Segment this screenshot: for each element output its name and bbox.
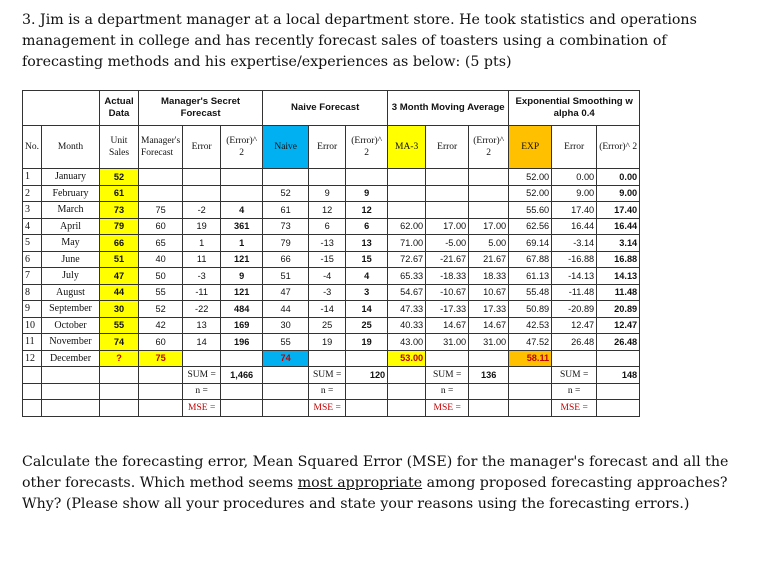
cell-ma3: 47.33 [388,301,426,318]
cell-exp: 55.48 [509,284,552,301]
cell-no: 5 [23,235,42,252]
cell-naive-error: -14 [309,301,346,318]
cell-ma3: 40.33 [388,317,426,334]
cell-naive-error: -15 [309,251,346,268]
cell-manager-forecast: 75 [139,350,183,367]
cell-month: October [42,317,100,334]
cell-naive-error: 19 [309,334,346,351]
cell-naive-error [309,169,346,186]
cell-month: February [42,185,100,202]
actual-data-header: Actual Data [100,91,139,126]
cell-ma3-error: -10.67 [426,284,469,301]
cell-ma3-error: 31.00 [426,334,469,351]
cell-no: 3 [23,202,42,219]
cell-no: 6 [23,251,42,268]
manager-forecast-header: Manager's Secret Forecast [139,91,263,126]
ma3-sum-value: 136 [469,367,509,384]
cell-naive-error-sq: 15 [346,251,388,268]
col-ma3-error: Error [426,126,469,169]
cell-ma3 [388,202,426,219]
cell-ma3-error-sq: 5.00 [469,235,509,252]
cell-naive-error-sq: 19 [346,334,388,351]
cell-unit-sales: 74 [100,334,139,351]
cell-ma3-error-sq: 10.67 [469,284,509,301]
cell-exp-error: 0.00 [552,169,597,186]
cell-naive: 61 [263,202,309,219]
cell-no: 1 [23,169,42,186]
cell-ma3-error: 14.67 [426,317,469,334]
cell-exp-error-sq: 26.48 [597,334,640,351]
table-row [23,202,640,219]
cell-manager-error: -2 [183,202,221,219]
question-text [22,452,752,515]
cell-exp: 52.00 [509,169,552,186]
cell-naive-error-sq: 6 [346,218,388,235]
cell-naive-error-sq: 3 [346,284,388,301]
cell-month: July [42,268,100,285]
cell-naive: 79 [263,235,309,252]
table-row [23,268,640,285]
col-exp-error-sq: (Error)^ 2 [597,126,640,169]
cell-exp-error: 26.48 [552,334,597,351]
ma3-n-label: n = [426,383,469,400]
cell-exp-error: -16.88 [552,251,597,268]
cell-manager-error: 13 [183,317,221,334]
cell-naive: 73 [263,218,309,235]
cell-unit-sales: 47 [100,268,139,285]
cell-exp-error-sq: 12.47 [597,317,640,334]
cell-manager-forecast: 65 [139,235,183,252]
cell-manager-error-sq: 121 [221,251,263,268]
cell-month: June [42,251,100,268]
cell-naive-error [309,350,346,367]
col-naive-error-sq: (Error)^ 2 [346,126,388,169]
cell-manager-forecast: 52 [139,301,183,318]
forecast-table [22,90,640,417]
col-manager-error-sq: (Error)^ 2 [221,126,263,169]
cell-naive [263,169,309,186]
cell-exp-error: -20.89 [552,301,597,318]
cell-exp-error: 9.00 [552,185,597,202]
sum-row [23,367,640,384]
col-month: Month [42,126,100,169]
question-part1: Calculate the forecasting error, Mean Squared Error (MSE) for the manager's forecast and all the other forecasts. Which method seems [22,454,729,491]
table-row [23,284,640,301]
cell-exp-error [552,350,597,367]
cell-manager-error-sq: 196 [221,334,263,351]
ma3-mse-label: MSE = [426,400,469,417]
cell-manager-forecast: 75 [139,202,183,219]
cell-manager-forecast [139,185,183,202]
cell-ma3-error: 17.00 [426,218,469,235]
table-row [23,350,640,367]
cell-manager-error: -3 [183,268,221,285]
cell-ma3-error-sq: 21.67 [469,251,509,268]
cell-manager-error: 11 [183,251,221,268]
cell-naive-error-sq [346,350,388,367]
question-underlined: most appropriate [297,475,423,491]
cell-exp: 55.60 [509,202,552,219]
table-row [23,218,640,235]
cell-manager-forecast: 50 [139,268,183,285]
exp-smoothing-header: Exponential Smoothing w alpha 0.4 [509,91,640,126]
cell-ma3-error-sq [469,350,509,367]
cell-manager-error-sq: 169 [221,317,263,334]
cell-ma3: 62.00 [388,218,426,235]
cell-ma3: 71.00 [388,235,426,252]
cell-naive-error: -3 [309,284,346,301]
cell-ma3: 65.33 [388,268,426,285]
cell-manager-error: -22 [183,301,221,318]
cell-exp: 61.13 [509,268,552,285]
problem-intro: 3. Jim is a department manager at a local department store. He took statistics and operations management in college and has recently forecast sales of toasters using a combination of forecasting methods and his expertise/experiences as below: (5 pts) [22,12,697,70]
cell-manager-error-sq [221,350,263,367]
cell-naive-error-sq: 13 [346,235,388,252]
col-naive-error: Error [309,126,346,169]
cell-month: April [42,218,100,235]
cell-no: 2 [23,185,42,202]
cell-unit-sales: 73 [100,202,139,219]
cell-no: 12 [23,350,42,367]
cell-exp: 50.89 [509,301,552,318]
table-row [23,301,640,318]
cell-exp: 62.56 [509,218,552,235]
col-ma3: MA-3 [388,126,426,169]
blank-header [23,91,100,126]
cell-naive: 44 [263,301,309,318]
ma3-sum-label: SUM = [426,367,469,384]
exp-sum-value: 148 [597,367,640,384]
cell-manager-error-sq: 4 [221,202,263,219]
cell-exp-error: -3.14 [552,235,597,252]
cell-ma3-error [426,350,469,367]
cell-exp: 69.14 [509,235,552,252]
cell-manager-error [183,185,221,202]
cell-exp: 67.88 [509,251,552,268]
cell-exp-error: 16.44 [552,218,597,235]
cell-ma3-error-sq [469,185,509,202]
cell-ma3: 54.67 [388,284,426,301]
table-row [23,251,640,268]
cell-manager-error-sq: 361 [221,218,263,235]
mse-row [23,400,640,417]
manager-mse-label: MSE = [183,400,221,417]
cell-manager-error [183,169,221,186]
cell-manager-error-sq [221,185,263,202]
cell-manager-error-sq: 121 [221,284,263,301]
cell-ma3-error-sq [469,169,509,186]
cell-ma3 [388,169,426,186]
cell-manager-error-sq: 484 [221,301,263,318]
cell-manager-forecast: 60 [139,334,183,351]
cell-unit-sales: 52 [100,169,139,186]
cell-manager-error: 19 [183,218,221,235]
cell-ma3-error-sq: 17.33 [469,301,509,318]
cell-naive-error: 12 [309,202,346,219]
table-row [23,169,640,186]
cell-naive-error-sq: 12 [346,202,388,219]
cell-unit-sales: 61 [100,185,139,202]
cell-manager-forecast: 60 [139,218,183,235]
cell-naive-error: -4 [309,268,346,285]
cell-ma3-error: -17.33 [426,301,469,318]
cell-ma3-error: -21.67 [426,251,469,268]
exp-mse-label: MSE = [552,400,597,417]
cell-manager-error-sq: 1 [221,235,263,252]
cell-unit-sales: 30 [100,301,139,318]
cell-naive-error: 9 [309,185,346,202]
table-row [23,235,640,252]
cell-naive: 55 [263,334,309,351]
manager-n-label: n = [183,383,221,400]
cell-exp-error: -14.13 [552,268,597,285]
cell-manager-error: 14 [183,334,221,351]
question-part2: among proposed forecasting approaches? Why? (Please show all your procedures and state your reasons using the forecasting errors.) [22,475,728,512]
manager-sum-label: SUM = [183,367,221,384]
cell-naive-error: 25 [309,317,346,334]
cell-exp-error: 17.40 [552,202,597,219]
cell-ma3: 53.00 [388,350,426,367]
cell-exp-error-sq: 9.00 [597,185,640,202]
cell-exp: 52.00 [509,185,552,202]
cell-exp-error-sq: 14.13 [597,268,640,285]
cell-exp-error-sq: 16.88 [597,251,640,268]
cell-unit-sales: 66 [100,235,139,252]
cell-ma3-error [426,202,469,219]
cell-naive: 66 [263,251,309,268]
cell-ma3-error-sq: 18.33 [469,268,509,285]
cell-no: 7 [23,268,42,285]
cell-no: 10 [23,317,42,334]
cell-manager-error-sq: 9 [221,268,263,285]
cell-naive-error: -13 [309,235,346,252]
cell-ma3-error-sq: 31.00 [469,334,509,351]
cell-ma3-error-sq [469,202,509,219]
cell-manager-error: -11 [183,284,221,301]
col-manager-error: Error [183,126,221,169]
cell-ma3-error: -5.00 [426,235,469,252]
cell-manager-forecast: 42 [139,317,183,334]
naive-n-label: n = [309,383,346,400]
cell-month: September [42,301,100,318]
table-row [23,317,640,334]
cell-ma3-error-sq: 14.67 [469,317,509,334]
cell-no: 9 [23,301,42,318]
cell-month: August [42,284,100,301]
cell-month: January [42,169,100,186]
cell-no: 11 [23,334,42,351]
exp-sum-label: SUM = [552,367,597,384]
cell-ma3-error [426,169,469,186]
cell-unit-sales: 55 [100,317,139,334]
cell-ma3-error: -18.33 [426,268,469,285]
cell-unit-sales: 51 [100,251,139,268]
cell-exp-error-sq: 16.44 [597,218,640,235]
cell-naive: 74 [263,350,309,367]
table-row [23,185,640,202]
col-manager-forecast: Manager's Forecast [139,126,183,169]
cell-naive: 47 [263,284,309,301]
naive-forecast-header: Naive Forecast [263,91,388,126]
cell-manager-forecast: 55 [139,284,183,301]
cell-month: May [42,235,100,252]
cell-exp-error-sq: 20.89 [597,301,640,318]
col-exp: EXP [509,126,552,169]
group-header-row [23,91,640,126]
cell-naive-error-sq: 4 [346,268,388,285]
cell-naive-error: 6 [309,218,346,235]
cell-unit-sales: 44 [100,284,139,301]
cell-exp: 42.53 [509,317,552,334]
cell-naive: 30 [263,317,309,334]
col-ma3-error-sq: (Error)^ 2 [469,126,509,169]
moving-average-header: 3 Month Moving Average [388,91,509,126]
n-row [23,383,640,400]
cell-manager-error: 1 [183,235,221,252]
cell-naive-error-sq: 25 [346,317,388,334]
cell-exp-error-sq [597,350,640,367]
cell-no: 4 [23,218,42,235]
cell-exp: 47.52 [509,334,552,351]
naive-sum-label: SUM = [309,367,346,384]
cell-month: November [42,334,100,351]
table-row [23,334,640,351]
cell-exp-error: -11.48 [552,284,597,301]
cell-exp-error-sq: 17.40 [597,202,640,219]
cell-naive: 52 [263,185,309,202]
cell-exp-error-sq: 11.48 [597,284,640,301]
naive-sum-value: 120 [346,367,388,384]
col-naive: Naive [263,126,309,169]
cell-ma3-error-sq: 17.00 [469,218,509,235]
cell-no: 8 [23,284,42,301]
cell-manager-error [183,350,221,367]
manager-sum-value: 1,466 [221,367,263,384]
col-unit-sales: Unit Sales [100,126,139,169]
col-exp-error: Error [552,126,597,169]
cell-naive: 51 [263,268,309,285]
cell-manager-forecast: 40 [139,251,183,268]
cell-exp-error-sq: 3.14 [597,235,640,252]
cell-exp: 58.11 [509,350,552,367]
cell-unit-sales: 79 [100,218,139,235]
cell-exp-error: 12.47 [552,317,597,334]
exp-n-label: n = [552,383,597,400]
naive-mse-label: MSE = [309,400,346,417]
cell-ma3-error [426,185,469,202]
cell-month: December [42,350,100,367]
cell-naive-error-sq: 9 [346,185,388,202]
col-no: No. [23,126,42,169]
cell-ma3: 72.67 [388,251,426,268]
cell-manager-error-sq [221,169,263,186]
cell-naive-error-sq: 14 [346,301,388,318]
column-header-row [23,126,640,169]
cell-month: March [42,202,100,219]
cell-naive-error-sq [346,169,388,186]
cell-manager-forecast [139,169,183,186]
cell-exp-error-sq: 0.00 [597,169,640,186]
cell-ma3: 43.00 [388,334,426,351]
cell-ma3 [388,185,426,202]
cell-unit-sales: ? [100,350,139,367]
